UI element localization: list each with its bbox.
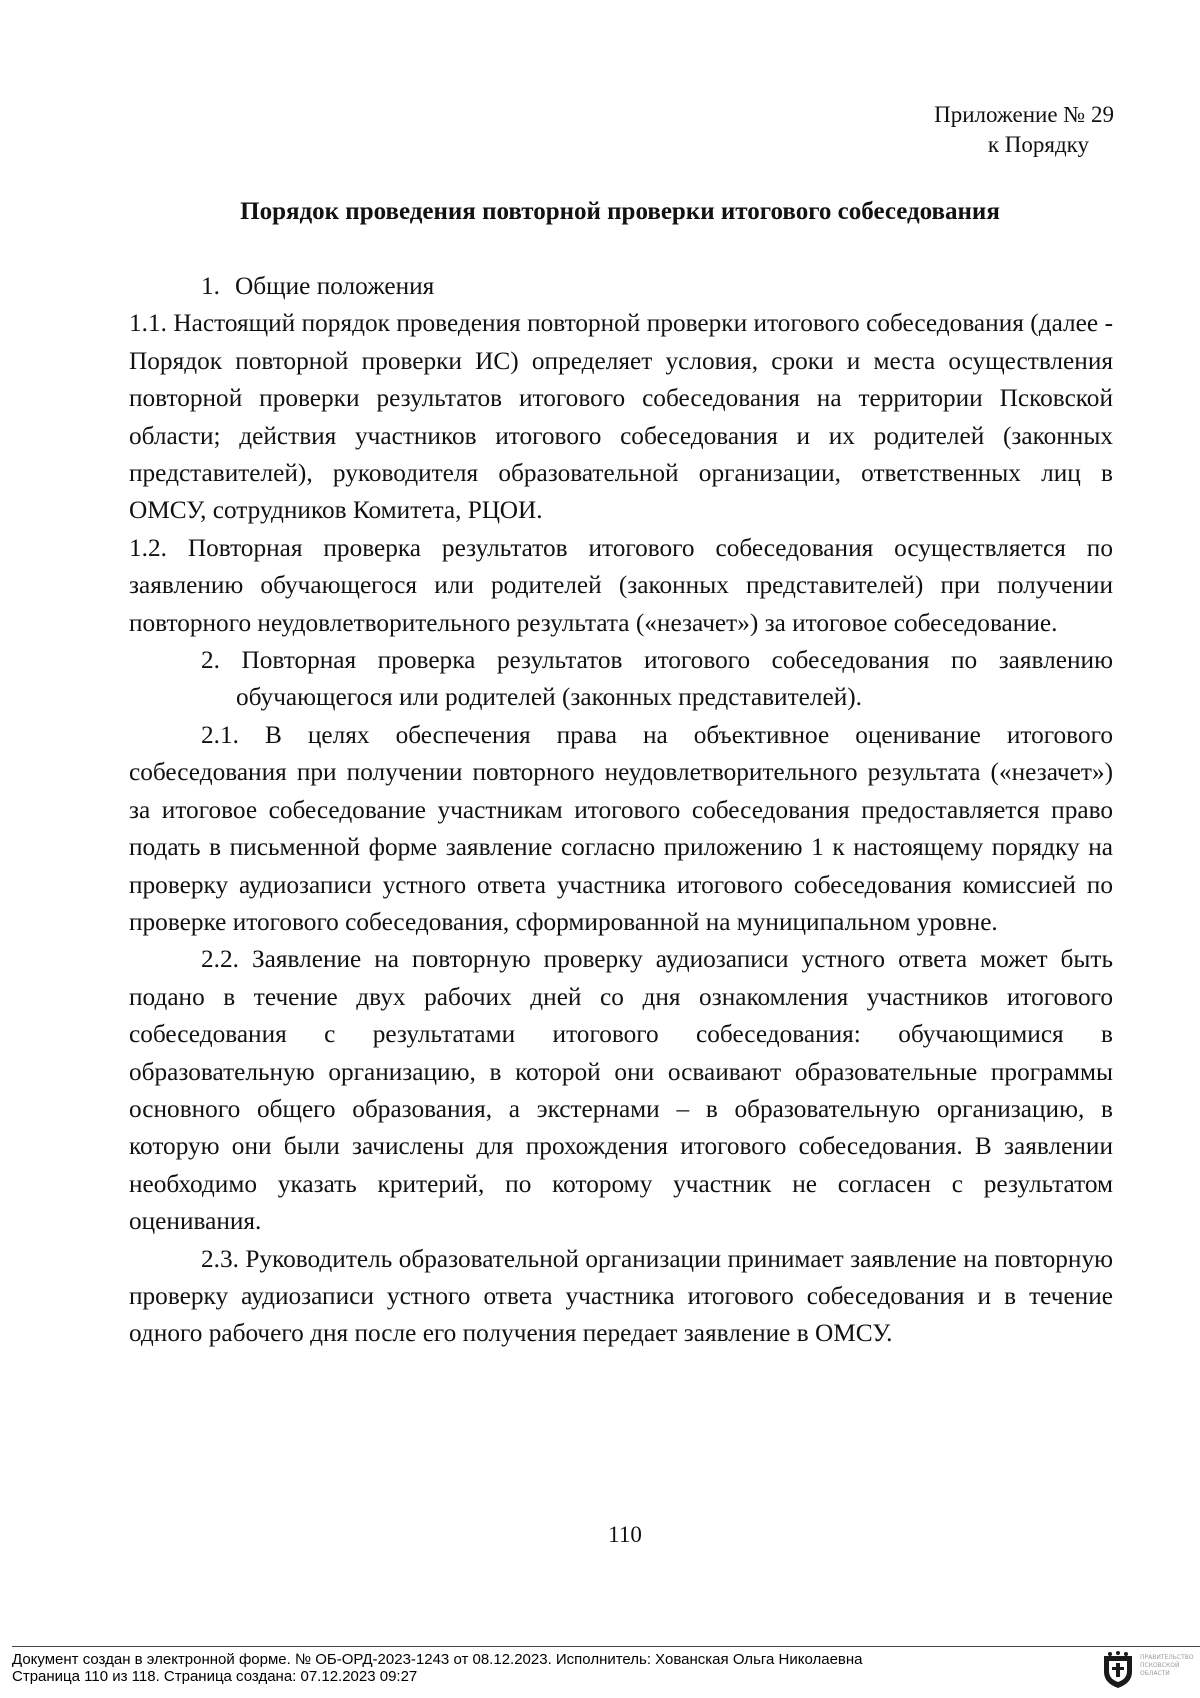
footer-document-info: Документ создан в электронной форме. № ОБ-ОРД-2023-1243 от 08.12.2023. Исполнитель: Хованская Ольга Николаевна bbox=[12, 1651, 863, 1668]
paragraph-1-2: 1.2. Повторная проверка результатов итогового собеседования осуществляется по заявлению обучающегося или родителей (законных представителей) при получении повторного неудовлетворительного результата («незачет») за итоговое собеседование. bbox=[129, 533, 1113, 637]
appendix-reference bbox=[934, 100, 1114, 160]
government-seal bbox=[1100, 1650, 1200, 1694]
document-title: Порядок проведения повторной проверки итогового собеседования bbox=[240, 198, 1000, 225]
coat-of-arms-icon bbox=[1100, 1650, 1136, 1690]
electronic-document-footer bbox=[12, 1646, 1200, 1685]
section-2-heading: 2. Повторная проверка результатов итогового собеседования по заявлению обучающегося или родителей (законных представителей). bbox=[201, 646, 1113, 712]
seal-caption: ПРАВИТЕЛЬСТВО ПСКОВСКОЙ ОБЛАСТИ bbox=[1140, 1654, 1194, 1677]
paragraph-2-3: 2.3. Руководитель образовательной организации принимает заявление на повторную проверку аудиозаписи устного ответа участника итогового собеседования и в течение одного рабочего дня после его получения передает заявление в ОМСУ. bbox=[129, 1244, 1113, 1348]
section-1-title: Общие положения bbox=[235, 272, 435, 300]
document-body bbox=[129, 268, 1113, 1353]
paragraph-2-1: 2.1. В целях обеспечения права на объективное оценивание итогового собеседования при получении повторного неудовлетворительного результата («незачет») за итоговое собеседование участникам итогового собеседования предоставляется право подать в письменной форме заявление согласно приложению 1 к настоящему порядку на проверку аудиозаписи устного ответа участника итогового собеседования комиссией по проверке итогового собеседования, сформированной на муниципальном уровне. bbox=[129, 720, 1113, 936]
section-1-number: 1. bbox=[201, 272, 220, 300]
appendix-number: Приложение № 29 bbox=[934, 102, 1114, 127]
paragraph-1-1: 1.1. Настоящий порядок проведения повторной проверки итогового собеседования (далее - Порядок повторной проверки ИС) определяет условия, сроки и места осуществления повторной проверки результатов итогового собеседования на территории Псковской области; действия участников итогового собеседования и их родителей (законных представителей), руководителя образовательной организации, ответственных лиц в ОМСУ, сотрудников Комитета, РЦОИ. bbox=[129, 309, 1113, 525]
page-number: 110 bbox=[608, 1522, 642, 1547]
section-1-heading bbox=[129, 268, 1113, 305]
paragraph-2-2: 2.2. Заявление на повторную проверку аудиозаписи устного ответа может быть подано в течение двух рабочих дней со дня ознакомления участников итогового собеседования с результатами итогового собеседования: обучающимися в образовательную организацию, в которой они осваивают образовательные программы основного общего образования, а экстернами – в образовательную организацию, в которую они были зачислены для прохождения итогового собеседования. В заявлении необходимо указать критерий, по которому участник не согласен с результатом оценивания. bbox=[129, 945, 1113, 1236]
footer-page-info: Страница 110 из 118. Страница создана: 07.12.2023 09:27 bbox=[12, 1668, 418, 1685]
appendix-target: к Порядку bbox=[987, 132, 1089, 157]
